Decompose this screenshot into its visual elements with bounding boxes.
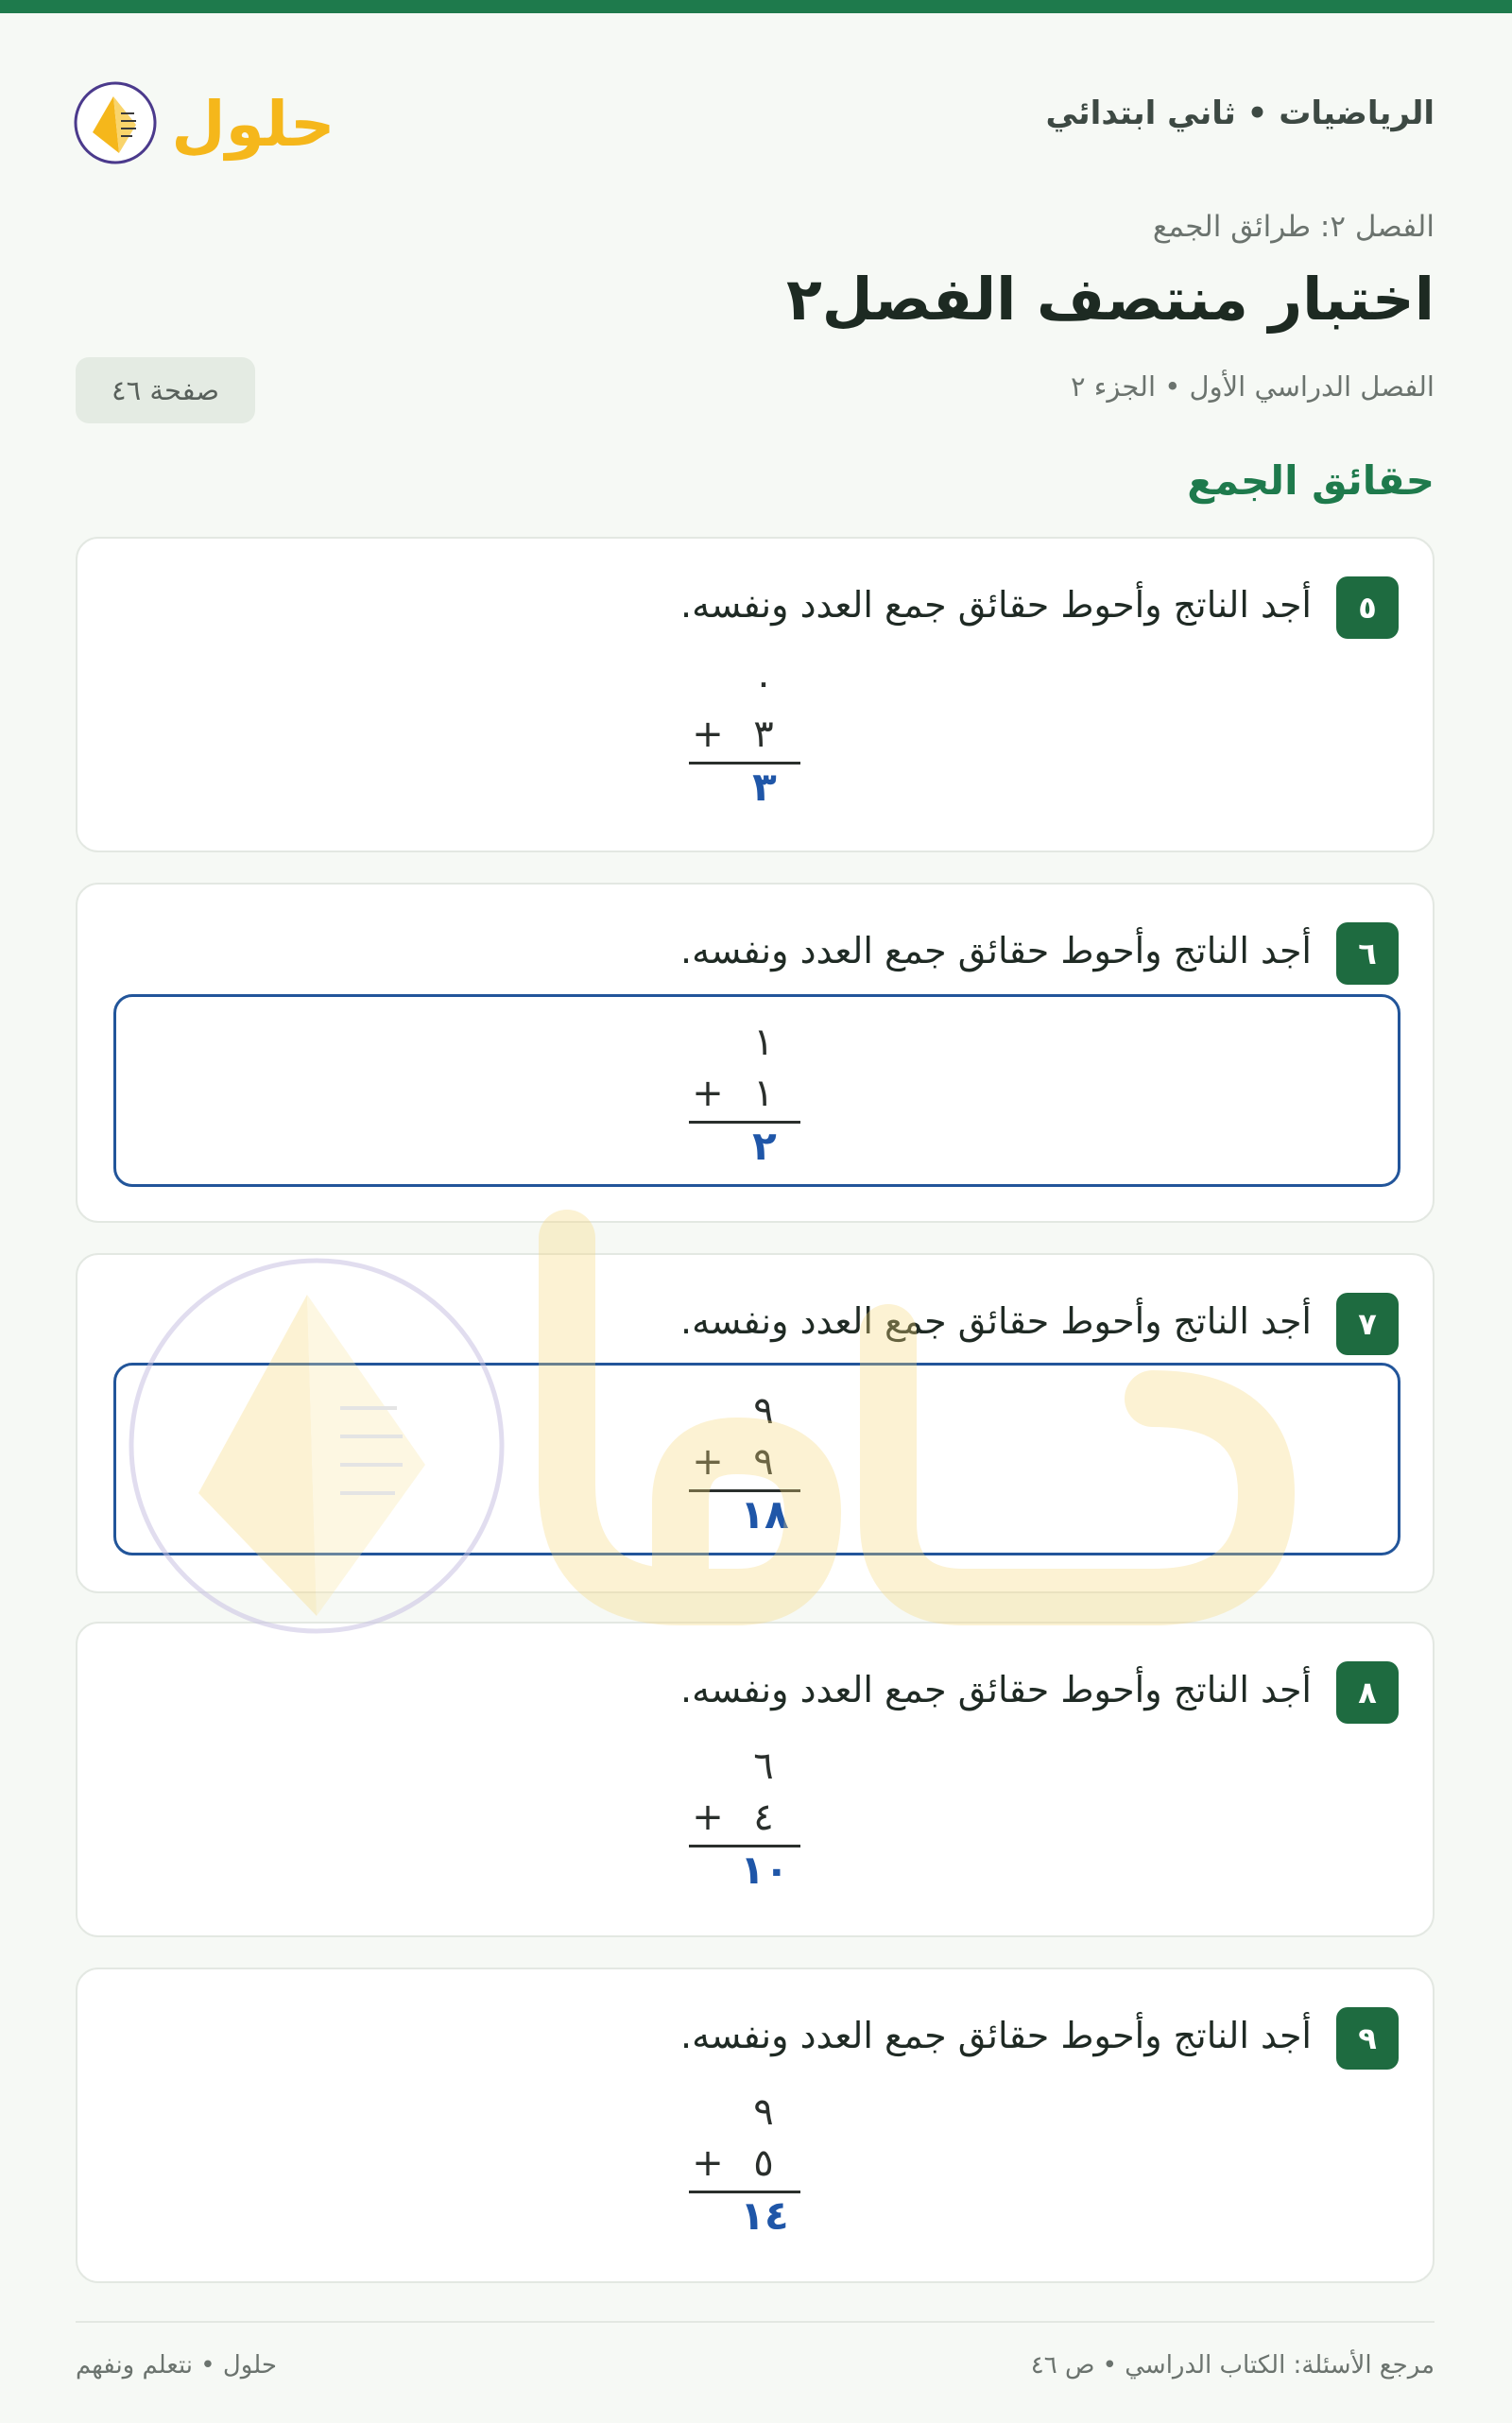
addend-bottom: ٤: [753, 1796, 774, 1839]
question-text: أجد الناتج وأحوط حقائق جمع العدد ونفسه.: [679, 1300, 1312, 1342]
addend-top: ١: [753, 1021, 774, 1064]
answer-value: ١٤: [740, 2192, 789, 2239]
question-card-8: [76, 1622, 1435, 1937]
question-number-badge: ٨: [1336, 1661, 1399, 1724]
top-accent-bar: [0, 0, 1512, 13]
plus-sign: +: [692, 2141, 724, 2185]
answer-value: ١٨: [740, 1491, 789, 1538]
addend-top: ٩: [753, 2090, 774, 2134]
answer-value: ١٠: [740, 1847, 789, 1893]
addition-problem: [689, 1389, 800, 1540]
addend-top: ٠: [753, 662, 774, 705]
section-title: حقائق الجمع: [1187, 457, 1435, 504]
question-card-7: [76, 1253, 1435, 1593]
addition-problem: [689, 2090, 800, 2242]
logo-wordmark: حلول: [171, 88, 335, 161]
question-card-6: [76, 883, 1435, 1223]
plus-sign: +: [692, 1072, 724, 1115]
chapter-label: الفصل ٢: طرائق الجمع: [1152, 210, 1435, 244]
plus-sign: +: [692, 713, 724, 756]
question-card-5: [76, 537, 1435, 852]
footer-reference: مرجع الأسئلة: الكتاب الدراسي • ص ٤٦: [1030, 2351, 1435, 2380]
addition-problem: [689, 662, 800, 813]
question-number-badge: ٥: [1336, 576, 1399, 639]
question-text: أجد الناتج وأحوط حقائق جمع العدد ونفسه.: [679, 1669, 1312, 1710]
addend-bottom: ٥: [753, 2141, 774, 2185]
answer-value: ٣: [752, 764, 777, 810]
question-text: أجد الناتج وأحوط حقائق جمع العدد ونفسه.: [679, 930, 1312, 971]
addition-problem: [689, 1021, 800, 1172]
question-card-9: [76, 1968, 1435, 2283]
question-number-badge: ٦: [1336, 922, 1399, 985]
page-title: اختبار منتصف الفصل٢: [785, 265, 1435, 334]
page-number-badge: صفحة ٤٦: [76, 357, 255, 423]
question-number-badge: ٧: [1336, 1293, 1399, 1355]
addend-bottom: ١: [753, 1072, 774, 1115]
footer-brand: حلول • نتعلم ونفهم: [76, 2351, 277, 2380]
answer-value: ٢: [752, 1123, 777, 1169]
plus-sign: +: [692, 1796, 724, 1839]
subject-grade-label: الرياضيات • ثاني ابتدائي: [1045, 95, 1435, 132]
addition-problem: [689, 1744, 800, 1896]
footer-divider: [76, 2321, 1435, 2323]
term-label: الفصل الدراسي الأول • الجزء ٢: [1070, 370, 1435, 403]
addend-bottom: ٣: [753, 713, 774, 756]
plus-sign: +: [692, 1440, 724, 1484]
addend-top: ٦: [753, 1744, 774, 1788]
question-text: أجد الناتج وأحوط حقائق جمع العدد ونفسه.: [679, 584, 1312, 626]
addend-top: ٩: [753, 1389, 774, 1433]
hulul-logo: [74, 59, 338, 172]
addend-bottom: ٩: [753, 1440, 774, 1484]
question-number-badge: ٩: [1336, 2007, 1399, 2070]
question-text: أجد الناتج وأحوط حقائق جمع العدد ونفسه.: [679, 2015, 1312, 2056]
